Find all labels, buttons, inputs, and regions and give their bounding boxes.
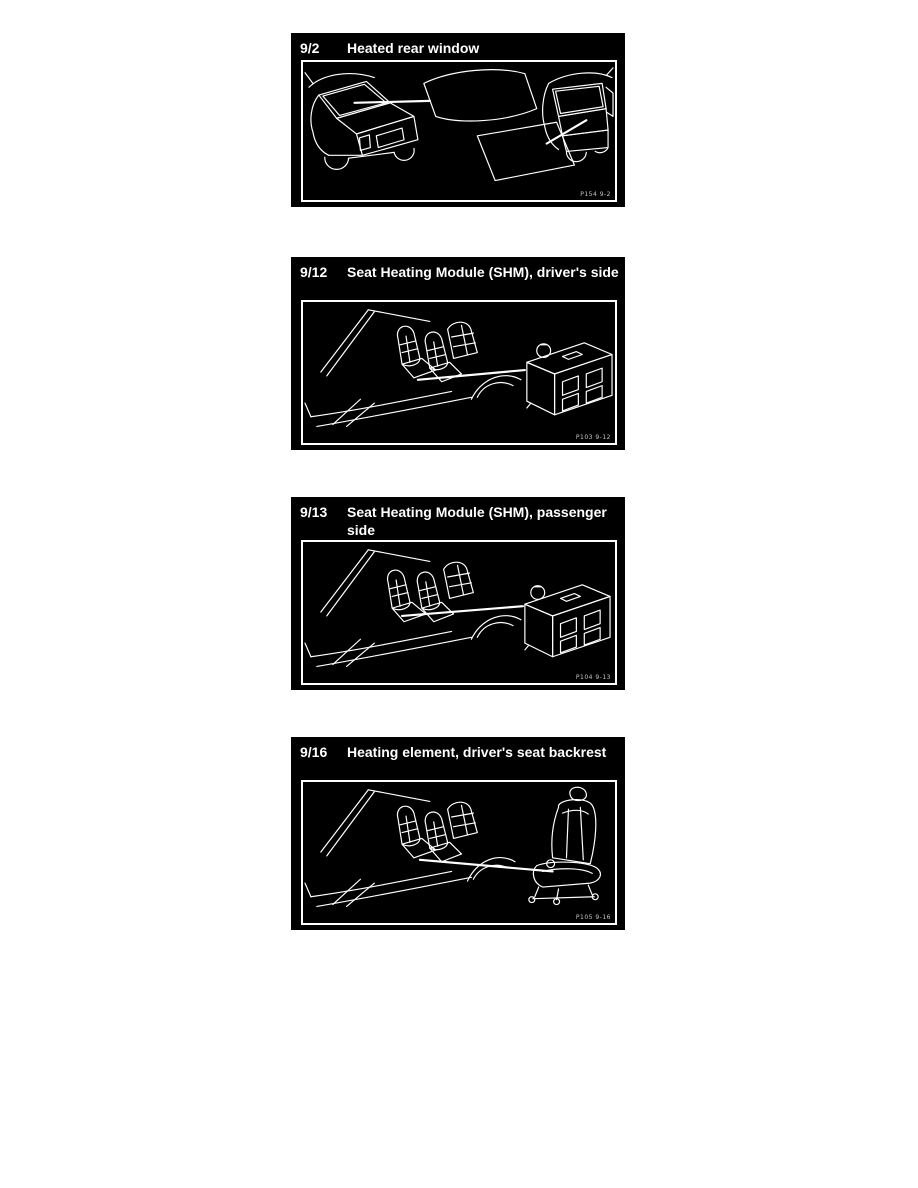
- figure-header: [291, 737, 625, 761]
- rear-window-glass-cars-illustration: [303, 62, 615, 200]
- figure-panel-shm-driver: [291, 257, 625, 450]
- figure-header: [291, 497, 625, 539]
- figure-code: P103 9-12: [575, 434, 611, 441]
- figure-code: P105 9-16: [575, 914, 611, 921]
- figure-header: [291, 33, 625, 57]
- interior-cutaway-module-illustration: [303, 302, 615, 443]
- figure-code: P154 9-2: [580, 191, 611, 198]
- figure-number: 9/16: [300, 744, 328, 760]
- figure-number: 9/13: [300, 504, 328, 520]
- figure-panel-heating-element-backrest: [291, 737, 625, 930]
- figure-title: Heating element, driver's seat backrest: [347, 744, 607, 760]
- figure-frame: [301, 60, 617, 202]
- figure-header: [291, 257, 625, 281]
- figure-number: 9/12: [300, 264, 328, 280]
- figure-panel-heated-rear-window: [291, 33, 625, 207]
- pointer-lines: [355, 101, 587, 144]
- figure-frame: [301, 780, 617, 925]
- figure-code: P104 9-13: [575, 674, 611, 681]
- figure-frame: [301, 540, 617, 685]
- interior-cutaway-seat-illustration: [303, 782, 615, 923]
- pointer-line: [418, 370, 525, 380]
- figure-panel-shm-passenger: [291, 497, 625, 690]
- figure-title: Heated rear window: [347, 40, 480, 56]
- interior-cutaway-module-illustration: [303, 542, 615, 683]
- pointer-line: [402, 606, 523, 616]
- figure-frame: [301, 300, 617, 445]
- figure-title: Seat Heating Module (SHM), driver's side: [347, 264, 619, 280]
- figure-number: 9/2: [300, 40, 320, 56]
- figure-title: Seat Heating Module (SHM), passenger side: [347, 504, 607, 538]
